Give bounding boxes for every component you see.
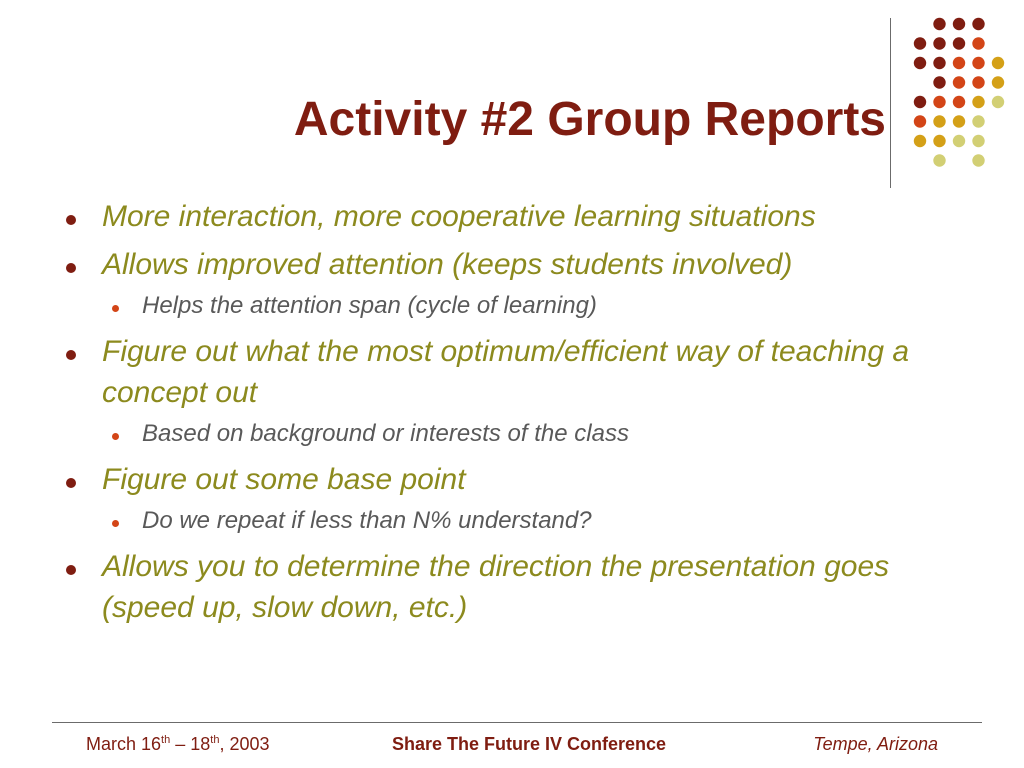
bullet-item	[64, 459, 964, 500]
sub-bullet-item	[64, 504, 964, 538]
footer-divider	[52, 722, 982, 723]
bullet-icon	[66, 478, 76, 488]
decoration-dot	[953, 96, 965, 108]
decoration-dot	[972, 57, 984, 69]
sub-bullet-text: Do we repeat if less than N% understand?	[142, 507, 592, 534]
decoration-dot	[933, 37, 945, 49]
vertical-divider	[890, 18, 891, 188]
decoration-dot	[914, 96, 926, 108]
decoration-dot	[953, 18, 965, 30]
footer-date-month: March 16	[86, 734, 162, 754]
slide-title: Activity #2 Group Reports	[293, 93, 886, 146]
decoration-dot	[933, 135, 945, 147]
sub-bullet-item	[64, 289, 964, 323]
sub-bullet-icon	[112, 305, 119, 312]
decoration-dot	[933, 18, 945, 30]
decoration-dot	[914, 115, 926, 127]
decoration-dot	[933, 57, 945, 69]
decoration-dot	[972, 115, 984, 127]
footer-conference: Share The Future IV Conference	[392, 734, 667, 754]
footer-date-dash: – 18	[170, 734, 211, 754]
decoration-dot	[972, 135, 984, 147]
decoration-dot	[933, 96, 945, 108]
decoration-dot	[933, 154, 945, 166]
bullet-text: Allows improved attention (keeps students involved)	[102, 248, 793, 281]
decoration-dot	[972, 37, 984, 49]
bullet-text: More interaction, more cooperative learning situations	[102, 200, 816, 233]
footer-location: Tempe, Arizona	[813, 734, 938, 754]
sub-bullet-text: Based on background or interests of the class	[142, 420, 629, 447]
sub-bullet-item	[64, 417, 964, 451]
bullet-text: Figure out what the most optimum/efficient way of teaching a concept out	[102, 335, 910, 409]
bullet-icon	[66, 350, 76, 360]
bullet-icon	[66, 263, 76, 273]
decoration-dot	[972, 18, 984, 30]
sub-bullet-icon	[112, 433, 119, 440]
bullet-icon	[66, 565, 76, 575]
bullet-text: Allows you to determine the direction the presentation goes (speed up, slow down, etc.)	[102, 550, 890, 624]
decoration-dot	[933, 115, 945, 127]
decoration-dot	[972, 76, 984, 88]
bullet-text: Figure out some base point	[102, 463, 466, 496]
footer-date	[86, 733, 270, 755]
decoration-dot	[953, 135, 965, 147]
decoration-dot	[953, 115, 965, 127]
decoration-dot	[953, 37, 965, 49]
footer-date-suffix: th	[210, 734, 220, 746]
decoration-dot	[914, 57, 926, 69]
sub-bullet-icon	[112, 520, 119, 527]
decoration-dot	[992, 96, 1004, 108]
decoration-dot	[972, 96, 984, 108]
dot-grid-decoration	[900, 10, 1020, 170]
sub-bullet-text: Helps the attention span (cycle of learning)	[142, 292, 597, 319]
decoration-dot	[953, 57, 965, 69]
bullet-item	[64, 244, 964, 285]
decoration-dot	[992, 76, 1004, 88]
bullet-icon	[66, 215, 76, 225]
decoration-dot	[914, 37, 926, 49]
decoration-dot	[933, 76, 945, 88]
footer-date-year: , 2003	[219, 734, 270, 754]
bullet-item	[64, 546, 964, 628]
footer-date-suffix: th	[161, 734, 171, 746]
bullet-item	[64, 196, 964, 237]
bullet-item	[64, 331, 964, 413]
decoration-dot	[953, 76, 965, 88]
bullet-list	[64, 196, 964, 635]
decoration-dot	[972, 154, 984, 166]
decoration-dot	[914, 135, 926, 147]
decoration-dot	[992, 57, 1004, 69]
